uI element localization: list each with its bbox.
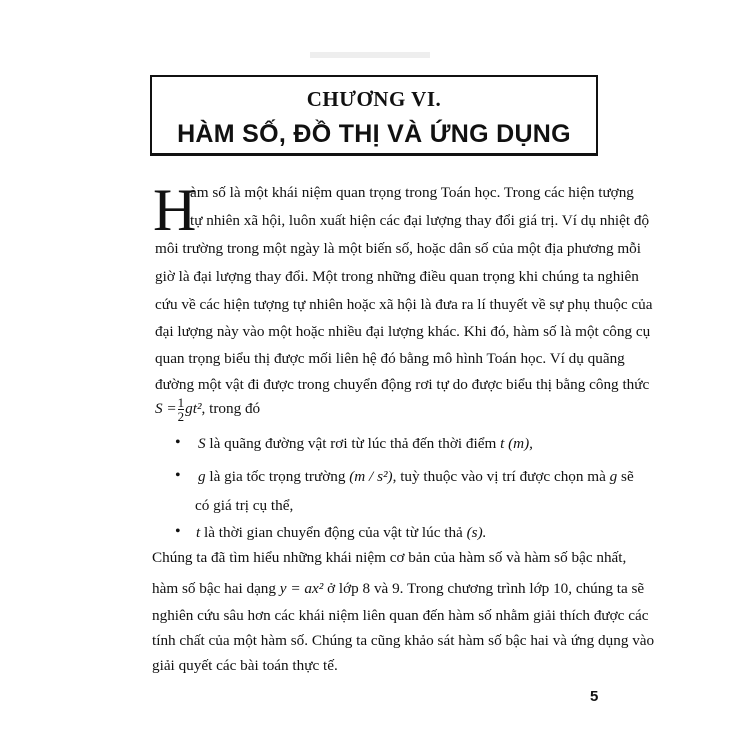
fraction: [178, 396, 185, 423]
formula-tail: , trong đó: [201, 400, 261, 417]
outro-line: giải quyết các bài toán thực tế.: [152, 657, 338, 674]
intro-line: quan trọng biểu thị được mối liên hệ đó bằng mô hình Toán học. Ví dụ quãng: [155, 350, 625, 367]
text: , tuỳ thuộc vào vị trí được chọn mà: [392, 468, 610, 485]
text: sẽ: [617, 468, 634, 485]
text: ở lớp 8 và 9. Trong chương trình lớp 10, chúng ta sẽ: [323, 580, 645, 597]
intro-line: môi trường trong một ngày là một biến số, hoặc dân số của một địa phương mỗi: [155, 240, 641, 257]
unit: t (m),: [500, 435, 533, 452]
unit: (s).: [466, 524, 487, 541]
bullet-item: [196, 524, 586, 542]
text: hàm số bậc hai dạng: [152, 580, 280, 597]
intro-line: tự nhiên xã hội, luôn xuất hiện các đại lượng thay đổi giá trị. Ví dụ nhiệt độ: [190, 212, 650, 229]
bullet-item: [198, 435, 588, 453]
intro-line: giờ là đại lượng thay đổi. Một trong những điều quan trọng khi chúng ta nghiên: [155, 268, 639, 285]
var: g: [198, 468, 206, 485]
text: là gia tốc trọng trường: [205, 468, 350, 485]
formula-lhs: S =: [155, 400, 177, 417]
text: là quãng đường vật rơi từ lúc thả đến thời điểm: [205, 435, 501, 452]
intro-line: đại lượng này vào một hoặc nhiều đại lượng khác. Khi đó, hàm số là một công cụ: [155, 323, 651, 340]
bullet-item: [198, 468, 634, 486]
formula-line: [155, 392, 596, 426]
bullet-icon: •: [175, 467, 181, 484]
formula: y = ax²: [279, 580, 324, 597]
outro-line: Chúng ta đã tìm hiểu những khái niệm cơ bản của hàm số và hàm số bậc nhất,: [152, 549, 627, 566]
unit: (m / s²): [349, 468, 393, 485]
chapter-title: HÀM SỐ, ĐỒ THỊ VÀ ỨNG DỤNG: [177, 120, 571, 148]
var: S: [198, 435, 206, 452]
page-number: 5: [590, 688, 599, 705]
outro-line: nghiên cứu sâu hơn các khái niệm liên quan đến hàm số nhằm giải thích được các: [152, 607, 649, 624]
intro-line: àm số là một khái niệm quan trọng trong Toán học. Trong các hiện tượng: [190, 184, 634, 201]
formula-rhs: gt²: [185, 400, 202, 417]
var: t: [196, 524, 201, 541]
outro-line: tính chất của một hàm số. Chúng ta cũng khảo sát hàm số bậc hai và ứng dụng vào: [152, 632, 655, 649]
bullet-icon: •: [175, 434, 181, 451]
text: là thời gian chuyển động của vật từ lúc thả: [200, 524, 467, 541]
bullet-icon: •: [175, 523, 181, 540]
outro-line: [152, 580, 645, 598]
bleed-through: [310, 52, 430, 58]
numerator: 1: [177, 395, 185, 411]
chapter-number: CHƯƠNG VI.: [306, 87, 442, 111]
chapter-heading-box: [150, 75, 598, 156]
denominator: 2: [177, 409, 185, 425]
intro-line: cứu về các hiện tượng tự nhiên hoặc xã hội là đưa ra lí thuyết về sự phụ thuộc của: [155, 296, 653, 313]
intro-line: đường một vật đi được trong chuyển động rơi tự do được biểu thị bằng công thức: [155, 376, 650, 393]
bullet-continuation: có giá trị cụ thể,: [195, 497, 294, 514]
var: g: [609, 468, 618, 485]
drop-cap: H: [153, 177, 197, 243]
